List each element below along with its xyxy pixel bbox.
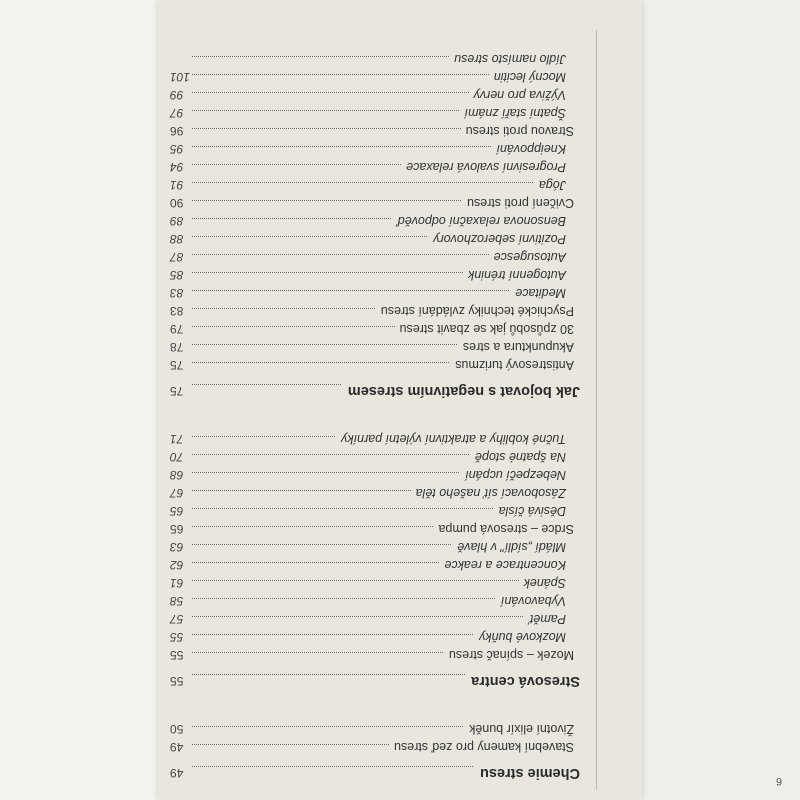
- leader-dots: [192, 616, 566, 617]
- toc-entry: [170, 720, 574, 738]
- toc-entry: [170, 194, 574, 212]
- toc-section-heading: [170, 760, 580, 786]
- toc-entry: [170, 448, 566, 466]
- entry-page: 57: [170, 612, 184, 626]
- toc-entry: [170, 520, 574, 538]
- entry-page: 68: [170, 468, 184, 482]
- entry-title: Děsivá čísla: [494, 504, 566, 518]
- toc-entry: [170, 646, 574, 664]
- entry-page: 91: [170, 178, 184, 192]
- entry-page: 63: [170, 540, 184, 554]
- toc-entry: [170, 284, 566, 302]
- entry-title: Autogenní trénink: [463, 268, 566, 282]
- toc-entry: [170, 610, 566, 628]
- background-right: [635, 0, 800, 800]
- toc-entry: [170, 738, 574, 756]
- entry-page: 96: [170, 124, 184, 138]
- entry-page: 71: [170, 432, 184, 446]
- entry-title: Mládí „sídlí" v hlavě: [452, 540, 566, 554]
- section-title: Chemie stresu: [474, 765, 580, 781]
- toc-entry: [170, 50, 566, 68]
- toc-entry: [170, 158, 566, 176]
- entry-title: Stravou proti stresu: [461, 124, 574, 138]
- section-title: Stresová centra: [465, 673, 580, 689]
- entry-title: Psychické techniky zvládání stresu: [376, 304, 574, 318]
- entry-page: 61: [170, 576, 184, 590]
- entry-title: Nebezpečí ucpání: [460, 468, 566, 482]
- toc-entry: [170, 248, 566, 266]
- entry-title: Výživa pro nervy: [469, 88, 566, 102]
- entry-title: Progresivní svalová relaxace: [401, 160, 566, 174]
- toc-entry: [170, 230, 566, 248]
- entry-title: Spánek: [519, 576, 566, 590]
- toc-entry: [170, 356, 574, 374]
- entry-page: 97: [170, 106, 184, 120]
- entry-title: Srdce – stresová pumpa: [434, 522, 575, 536]
- toc-entry: [170, 176, 566, 194]
- toc-entry: [170, 212, 566, 230]
- entry-title: Jídlo namísto stresu: [449, 52, 566, 66]
- entry-title: Meditace: [510, 286, 566, 300]
- entry-page: 58: [170, 594, 184, 608]
- entry-title: Jóga: [534, 178, 566, 192]
- entry-page: 50: [170, 722, 184, 736]
- leader-dots: [192, 182, 566, 183]
- toc-entry: [170, 122, 574, 140]
- toc-entry: [170, 484, 566, 502]
- entry-page: 75: [170, 358, 184, 372]
- entry-page: 95: [170, 142, 184, 156]
- entry-title: Mocný lecitin: [489, 70, 566, 84]
- entry-title: Cvičení proti stresu: [462, 196, 574, 210]
- entry-page: 78: [170, 340, 184, 354]
- toc-entry: [170, 104, 566, 122]
- toc-section-heading: [170, 668, 580, 694]
- entry-page: 65: [170, 504, 184, 518]
- toc-entry: [170, 86, 566, 104]
- rotated-toc-container: [170, 0, 580, 790]
- page-number: 6: [775, 775, 782, 787]
- entry-title: Tučné koblihy a atraktivní výletní parníky: [336, 432, 566, 446]
- toc-entry: [170, 538, 566, 556]
- toc-entry: [170, 466, 566, 484]
- entry-page: 85: [170, 268, 184, 282]
- entry-page: 65: [170, 522, 184, 536]
- entry-title: Mozek – spínač stresu: [444, 648, 574, 662]
- entry-title: Zásobovací síť našeho těla: [411, 486, 566, 500]
- entry-title: Koncentrace a reakce: [439, 558, 566, 572]
- entry-title: Špatní staří známí: [460, 106, 566, 120]
- entry-title: Kneippování: [491, 142, 566, 156]
- entry-page: 89: [170, 214, 184, 228]
- toc-entry: [170, 140, 566, 158]
- entry-page: 87: [170, 250, 184, 264]
- toc-entry: [170, 430, 566, 448]
- entry-title: Akupunktura a stres: [458, 340, 574, 354]
- entry-page: 101: [170, 70, 191, 84]
- page-edge-line: [596, 30, 597, 790]
- toc-entry: [170, 592, 566, 610]
- entry-page: 67: [170, 486, 184, 500]
- toc-entry: [170, 502, 566, 520]
- entry-page: 94: [170, 160, 184, 174]
- entry-title: Životní elixír buněk: [464, 722, 574, 736]
- entry-title: Vybavování: [496, 594, 566, 608]
- background-left: [0, 0, 160, 800]
- toc-entry: [170, 320, 574, 338]
- entry-page: 99: [170, 88, 184, 102]
- entry-title: Antistresový turizmus: [450, 358, 574, 372]
- toc-entry: [170, 628, 566, 646]
- entry-title: Paměť: [524, 612, 566, 626]
- entry-title: 30 způsobů jak se zbavit stresu: [395, 322, 574, 336]
- entry-title: Stavební kameny pro zeď stresu: [389, 740, 574, 754]
- leader-dots: [192, 580, 566, 581]
- toc-entry: [170, 266, 566, 284]
- section-page: 75: [170, 378, 183, 404]
- entry-page: 83: [170, 304, 184, 318]
- entry-page: 62: [170, 558, 184, 572]
- toc-entry: [170, 338, 574, 356]
- entry-page: 83: [170, 286, 184, 300]
- entry-page: 70: [170, 450, 184, 464]
- entry-page: 90: [170, 196, 184, 210]
- entry-page: 55: [170, 630, 184, 644]
- entry-page: 55: [170, 648, 184, 662]
- entry-page: 49: [170, 740, 184, 754]
- toc-entry: [170, 574, 566, 592]
- section-page: 55: [170, 668, 183, 694]
- toc-entry: [170, 556, 566, 574]
- entry-title: Mozkové buňky: [474, 630, 566, 644]
- section-title: Jak bojovat s negativním stresem: [342, 383, 580, 399]
- entry-page: 79: [170, 322, 184, 336]
- toc-entry: [170, 302, 574, 320]
- entry-title: Pozitivní seberozhovory: [428, 232, 566, 246]
- entry-page: 88: [170, 232, 184, 246]
- toc-section-heading: [170, 378, 580, 404]
- entry-title: Na špatné stopě: [470, 450, 566, 464]
- entry-title: Autosugesce: [489, 250, 566, 264]
- toc-entry: [170, 68, 566, 86]
- section-page: 49: [170, 760, 183, 786]
- entry-title: Bensonova relaxační odpověď: [392, 214, 566, 228]
